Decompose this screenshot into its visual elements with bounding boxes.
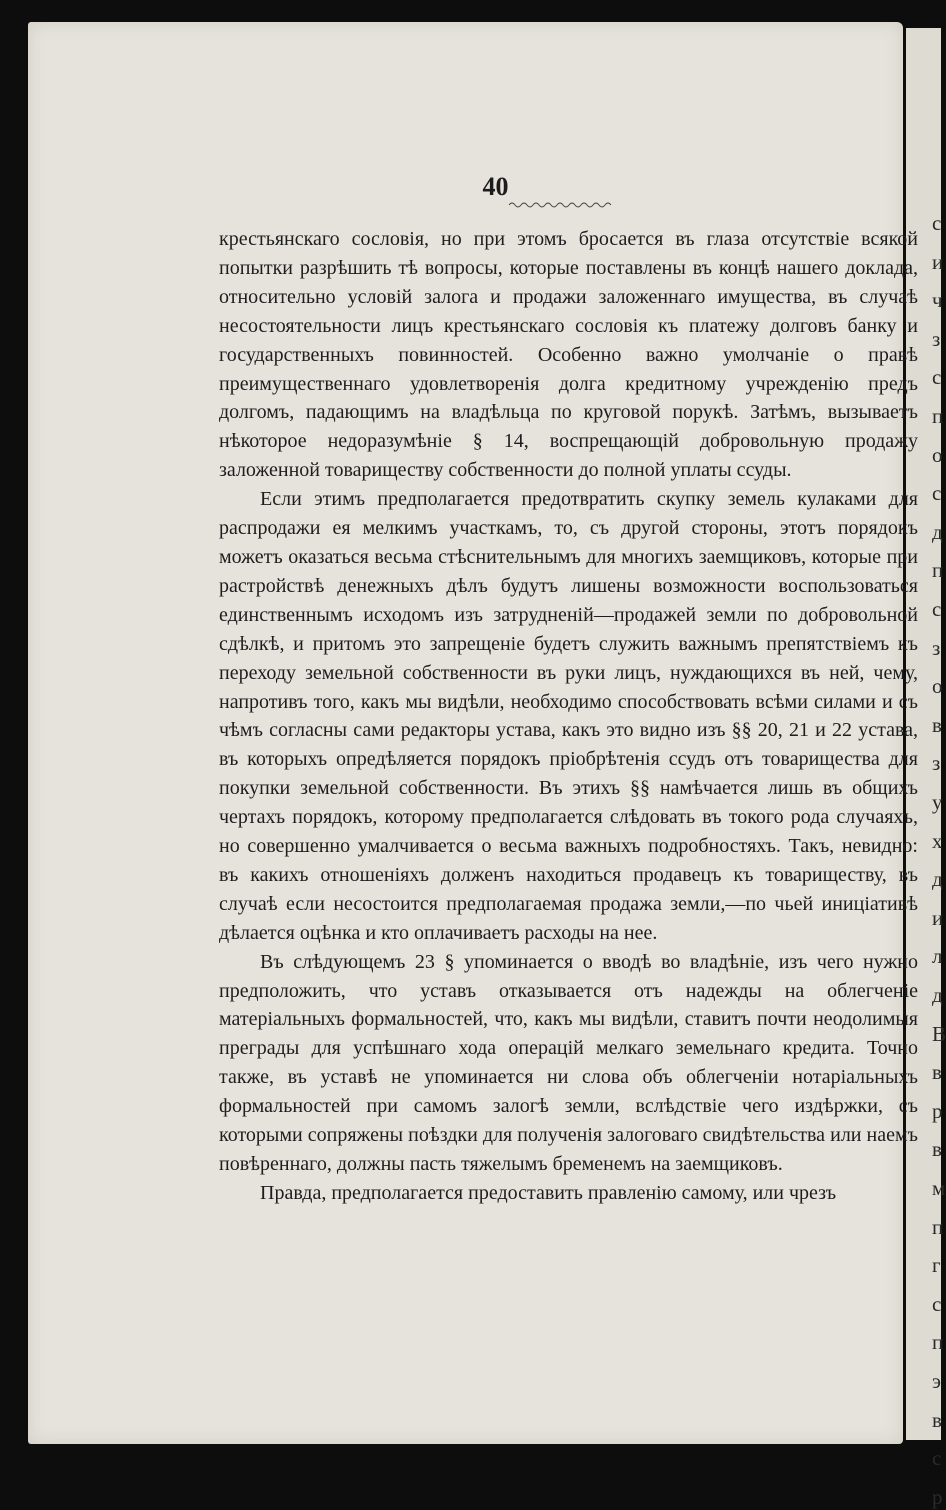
- adjacent-page-letter: д: [932, 519, 943, 544]
- paragraph-2: Если этимъ предполагается предотвратить скупку земель кулаками для распродажи ея мелкимъ участкамъ, то, съ другой стороны, этотъ порядокъ можетъ оказаться весьма стѣснительнымъ для многихъ заемщиковъ, которые при растройствѣ денежныхъ дѣлъ будутъ лишены возможности воспользоваться единственнымъ исходомъ изъ затрудненій—продажей земли по добровольной сдѣлкѣ, и притомъ это запрещеніе будетъ служить важнымъ препятствіемъ къ переходу земельной собственности въ руки лицъ, нуждающихся въ ней, чему, напротивъ того, какъ мы видѣли, необходимо способствовать всѣми силами и съ чѣмъ согласны сами редакторы устава, какъ это видно изъ §§ 20, 21 и 22 устава, въ которыхъ опредѣляется порядокъ пріобрѣтенія ссудъ отъ товарищества для покупки земельной собственности. Въ этихъ §§ намѣчается лишь въ общихъ чертахъ порядокъ, которому предполагается слѣдовать въ токого рода случаяхъ, но совершенно умалчивается о весьма важныхъ подробностяхъ. Такъ, невидно: въ какихъ отношеніяхъ долженъ находиться продавецъ къ товариществу, въ случаѣ если несостоится предполагаемая продажа земли,—по чьей иниціативѣ дѣлается оцѣнка и кто оплачиваетъ расходы на нее.: [219, 488, 918, 944]
- adjacent-page-letter: р: [932, 1484, 943, 1509]
- adjacent-page-letter: р: [932, 1098, 943, 1123]
- adjacent-page-letter: о: [932, 674, 943, 699]
- adjacent-page-letter: з: [932, 751, 941, 776]
- adjacent-page-letter: в: [932, 1137, 942, 1162]
- adjacent-page-letter: л: [932, 944, 943, 969]
- adjacent-page-letter: с: [932, 597, 942, 621]
- adjacent-page-letter: у: [932, 790, 943, 814]
- adjacent-page-letter: д: [932, 983, 943, 1007]
- adjacent-page-letter: з: [932, 635, 941, 660]
- document-page: [28, 22, 918, 1444]
- adjacent-page-letter: в: [932, 712, 942, 737]
- page-number: 40: [482, 172, 509, 201]
- adjacent-page-letter: ч: [932, 288, 943, 313]
- adjacent-page-letter: с: [932, 1446, 942, 1471]
- adjacent-page-letter: м: [932, 1176, 946, 1200]
- adjacent-page-letter: г: [932, 1253, 941, 1278]
- adjacent-page-letter: з: [932, 326, 941, 351]
- paragraph-3: Въ слѣдующемъ 23 § упоминается о вводѣ во владѣніе, изъ чего нужно предположить, что уставъ отказывается отъ надежды на облегченіе матеріальныхъ формальностей, что, какъ мы видѣли, ставитъ почти неодолимыя преграды для успѣшнаго хода операцій мелкаго земельнаго кредита. Точно также, въ уставѣ не упоминается ни слова объ облегченіи нотаріальныхъ формальностей при самомъ залогѣ земли, вслѣдствіе чего издѣржки, съ которыми сопряжены поѣздки для полученія залоговаго свидѣтельства или наемъ повѣреннаго, должны пасть тяжелымъ бременемъ на заемщиковъ.: [219, 950, 918, 1175]
- adjacent-page-letter: с: [932, 365, 942, 390]
- adjacent-page-letter: п: [932, 404, 944, 428]
- body-text: [219, 225, 918, 1208]
- adjacent-page-letter: с: [932, 1291, 942, 1316]
- adjacent-page-letter: и: [932, 905, 944, 930]
- adjacent-page-letter: о: [932, 442, 943, 467]
- wavy-rule-ornament: [509, 200, 613, 210]
- adjacent-page-letter: и: [932, 249, 944, 274]
- adjacent-page-letter: в: [932, 1060, 942, 1085]
- adjacent-page-letter: э: [932, 1369, 942, 1393]
- paragraph-1: крестьянскаго сословія, но при этомъ бросается въ глаза отсутствіе всякой попытки разрѣшить тѣ вопросы, которые поставлены въ концѣ нашего доклада, относительно условій залога и продажи заложеннаго имущества, въ случаѣ несостоятельности лицъ крестьянскаго сословія къ платежу долговъ банку и государственныхъ повинностей. Особенно важно умолчаніе о правѣ преимущественнаго удовлетворенія долга кредитному учрежденію предъ долгомъ, падающимъ на владѣльца по круговой порукѣ. Затѣмъ, вызываетъ нѣкоторое недоразумѣніе § 14, воспрещающій добровольную продажу заложенной товариществу собственности до полной уплаты ссуды.: [219, 228, 918, 482]
- adjacent-page-letter: с: [932, 481, 942, 506]
- adjacent-page-letter: п: [932, 1214, 944, 1239]
- adjacent-page-letter: п: [932, 1330, 944, 1355]
- adjacent-page-letter: д: [932, 867, 943, 892]
- adjacent-page-letter: с: [932, 211, 942, 235]
- adjacent-page-letter: В: [932, 1021, 946, 1046]
- adjacent-page-letter: в: [932, 1407, 942, 1432]
- adjacent-page-letter: х: [932, 828, 943, 853]
- paragraph-4: Правда, предполагается предоставить правленію самому, или чрезъ: [260, 1181, 837, 1204]
- adjacent-page-letter: п: [932, 558, 944, 583]
